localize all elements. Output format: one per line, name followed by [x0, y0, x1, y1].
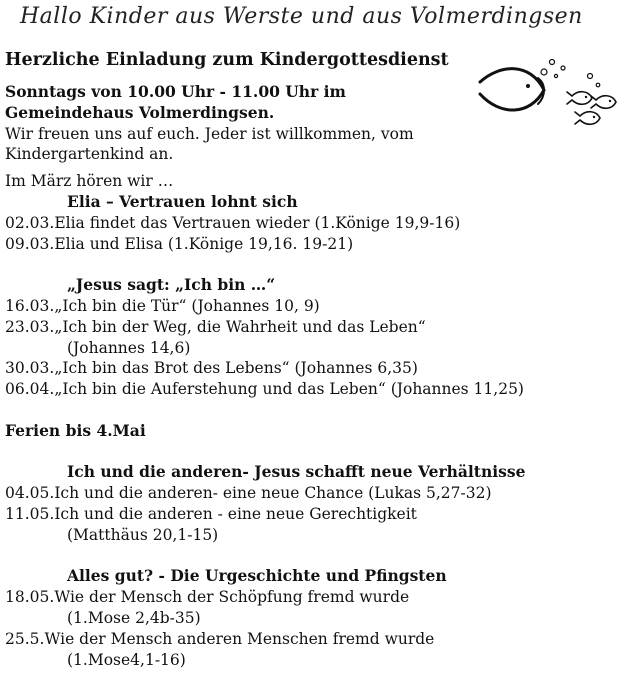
item-date: 09.03. [5, 234, 55, 253]
list-item [5, 234, 625, 255]
item-date: 11.05. [5, 504, 55, 523]
item-text: Elia und Elisa (1.Könige 19,16. 19-21) [54, 234, 354, 253]
list-item [5, 379, 625, 400]
section-heading: Elia – Vertrauen lohnt sich [67, 191, 298, 211]
item-date: 06.04. [5, 380, 55, 399]
item-date: 02.03. [5, 213, 55, 232]
list-item [5, 358, 625, 379]
item-text: Wie der Mensch der Schöpfung fremd wurde [54, 588, 410, 607]
item-date: 30.03. [5, 359, 55, 378]
item-text: „Ich bin der Weg, die Wahrheit und das Leben“ [54, 317, 426, 336]
list-item [5, 504, 625, 525]
section-heading: Alles gut? - Die Urgeschichte und Pfingsten [67, 566, 447, 586]
item-reference: (1.Mose4,1-16) [67, 650, 186, 669]
greeting-line: Hallo Kinder aus Werste und aus Volmerdingsen [20, 4, 583, 29]
item-reference: (Johannes 14,6) [67, 338, 191, 357]
item-text: „Ich bin die Tür“ (Johannes 10, 9) [54, 296, 320, 315]
item-text: Ich und die anderen- eine neue Chance (Lukas 5,27-32) [54, 484, 492, 503]
item-date: 18.05. [5, 588, 55, 607]
item-text: „Ich bin die Auferstehung und das Leben“ (Johannes 11,25) [54, 380, 524, 399]
schedule-time: Sonntags von 10.00 Uhr - 11.00 Uhr im [5, 82, 346, 101]
item-date: 23.03. [5, 317, 55, 336]
section-heading: „Jesus sagt: „Ich bin …“ [67, 275, 276, 295]
item-reference: (1.Mose 2,4b-35) [67, 608, 201, 627]
welcome-text-cont: Kindergartenkind an. [5, 145, 174, 164]
item-reference: (Matthäus 20,1-15) [67, 525, 219, 544]
list-item [5, 213, 625, 234]
item-text: Wie der Mensch anderen Menschen fremd wurde [44, 629, 435, 648]
page-title: Herzliche Einladung zum Kindergottesdienst [5, 50, 449, 70]
list-item [5, 629, 625, 650]
item-text: „Ich bin das Brot des Lebens“ (Johannes 6,35) [54, 359, 418, 378]
item-date: 25.5. [5, 629, 45, 648]
item-date: 04.05. [5, 484, 55, 503]
list-item [5, 483, 625, 504]
item-text: Ich und die anderen - eine neue Gerechtigkeit [54, 504, 417, 523]
item-date: 16.03. [5, 296, 55, 315]
section-heading: Ich und die anderen- Jesus schafft neue Verhältnisse [67, 462, 526, 482]
invitation-body [5, 48, 625, 670]
item-text: Elia findet das Vertrauen wieder (1.Könige 19,9-16) [54, 213, 461, 232]
holiday-notice: Ferien bis 4.Mai [5, 420, 146, 440]
list-item [5, 296, 625, 317]
list-item [5, 587, 625, 608]
march-intro: Im März hören wir … [5, 172, 174, 191]
list-item [5, 317, 625, 338]
schedule-location: Gemeindehaus Volmerdingsen. [5, 102, 275, 122]
welcome-text: Wir freuen uns auf euch. Jeder ist willkommen, vom [5, 124, 414, 143]
